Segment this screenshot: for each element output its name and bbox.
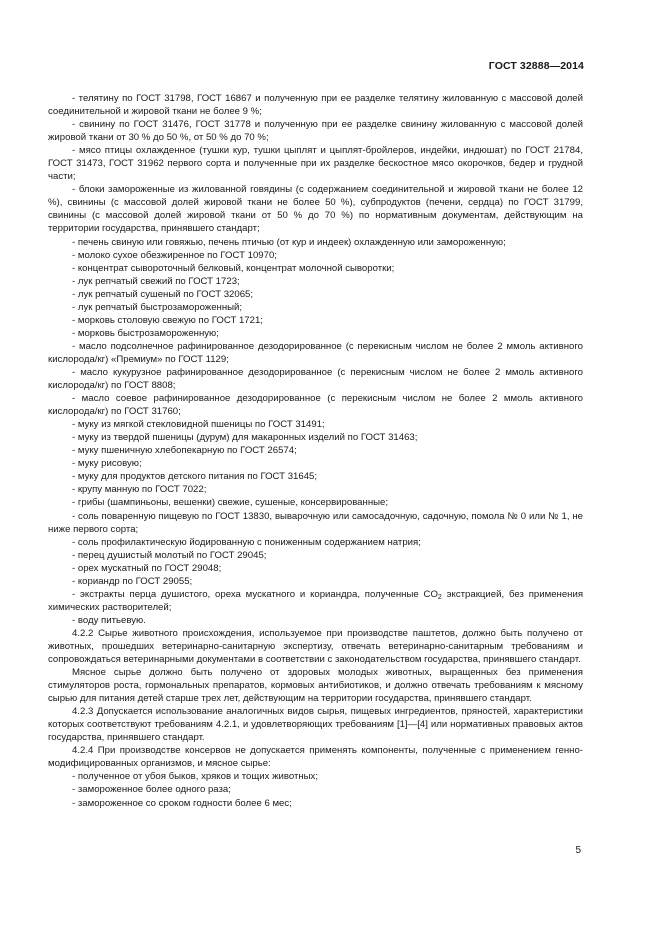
list-item: - лук репчатый сушеный по ГОСТ 32065; (72, 288, 254, 300)
list-item: - концентрат сывороточный белковый, концентрат молочной сыворотки; (72, 262, 395, 274)
list-item: - морковь быстрозамороженную; (72, 327, 219, 339)
list-item: - орех мускатный по ГОСТ 29048; (72, 562, 222, 574)
paragraph-4-2-2: 4.2.2 Сырье животного происхождения, используемое при производстве паштетов, должно быть получено от животных, прошедших ветеринарно-санитарную экспертизу, отвечать ветеринарно-санитарным требованиям и сопровождаться ветеринарными документами в соответствии с законодательством государства, принявшего стандарт. (48, 627, 583, 666)
page-number: 5 (575, 845, 581, 856)
list-item: - замороженное более одного раза; (72, 784, 231, 796)
co2-text-before: - экстракты перца душистого, ореха мускатного и кориандра, полученные CO (72, 588, 438, 600)
list-item: - перец душистый молотый по ГОСТ 29045; (72, 549, 267, 561)
list-item: - воду питьевую. (72, 614, 146, 626)
list-item: - морковь столовую свежую по ГОСТ 1721; (72, 314, 263, 326)
list-item: - молоко сухое обезжиренное по ГОСТ 10970; (72, 249, 277, 261)
list-item: - замороженное со сроком годности более 6 мес; (72, 797, 292, 809)
list-item: - печень свиную или говяжью, печень птичью (от кур и индеек) охлажденную или замороженную; (72, 236, 506, 248)
document-body (48, 92, 583, 810)
list-item: - свинину по ГОСТ 31476, ГОСТ 31778 и полученную при ее разделке свинину жилованную с массовой долей жировой ткани от 30 % до 50 %, от 50 % до 70 %; (48, 119, 583, 144)
co2-subscript: 2 (437, 593, 442, 601)
list-item: - соль поваренную пищевую по ГОСТ 13830, выварочную или самосадочную, садочную, помола № 0 или № 1, не ниже первого сорта; (48, 510, 583, 535)
list-item: - полученное от убоя быков, хряков и тощих животных; (72, 771, 319, 783)
list-item: - муку рисовую; (72, 458, 142, 470)
paragraph-4-2-4: 4.2.4 При производстве консервов не допускается применять компоненты, полученные с применением генно-модифицированных организмов, и мясное сырье: (48, 745, 583, 770)
list-item-co2-extracts (48, 588, 583, 614)
co2-text-after: экстракцией, без применения химических растворителей; (48, 588, 584, 613)
list-item: - крупу манную по ГОСТ 7022; (72, 484, 207, 496)
document-code: ГОСТ 32888—2014 (488, 60, 584, 72)
list-item: - муку из мягкой стекловидной пшеницы по ГОСТ 31491; (72, 419, 325, 431)
list-item: - масло подсолнечное рафинированное дезодорированное (с перекисным числом не более 2 ммоль активного кислорода/кг) «Премиум» по ГОСТ 1129; (48, 340, 583, 365)
list-item: - соль профилактическую йодированную с пониженным содержанием натрия; (72, 536, 421, 548)
list-item: - муку для продуктов детского питания по ГОСТ 31645; (72, 471, 318, 483)
list-item: - масло кукурузное рафинированное дезодорированное (с перекисным числом не более 2 ммоль активного кислорода/кг) по ГОСТ 8808; (48, 366, 583, 392)
paragraph-4-2-3: 4.2.3 Допускается использование аналогичных видов сырья, пищевых ингредиентов, пряностей, характеристики которых соответствуют требованиям 4.2.1, и удовлетворяющих требованиям [1]—[4] или нормативных правовых актов государства, принявшего стандарт. (48, 706, 583, 744)
list-item: - грибы (шампиньоны, вешенки) свежие, сушеные, консервированные; (72, 497, 389, 509)
list-item: - муку пшеничную хлебопекарную по ГОСТ 26574; (72, 445, 297, 457)
list-item: - масло соевое рафинированное дезодорированное (с перекисным числом не более 2 ммоль активного кислорода/кг) по ГОСТ 31760; (48, 393, 583, 418)
list-item: - кориандр по ГОСТ 29055; (72, 575, 193, 587)
list-item: - лук репчатый свежий по ГОСТ 1723; (72, 275, 240, 287)
list-item: - мясо птицы охлажденное (тушки кур, тушки цыплят и цыплят-бройлеров, индейки, индюшат) по ГОСТ 21784, ГОСТ 31473, ГОСТ 31962 первого сорта и полученные при их разделке бескостное мясо окорочков, бедер и грудной части; (48, 145, 583, 183)
paragraph-meat-raw: Мясное сырье должно быть получено от здоровых молодых животных, выращенных без применения стимуляторов роста, гормональных препаратов, кормовых антибиотиков, и должно отвечать требованиям к мясному сырью для питания детей старше трех лет, действующим на территории государства, принявшего стандарт. (48, 667, 583, 705)
list-item: - муку из твердой пшеницы (дурум) для макаронных изделий по ГОСТ 31463; (72, 432, 418, 444)
list-item: - блоки замороженные из жилованной говядины (с содержанием соединительной и жировой ткани не более 12 %), свинины (с массовой долей жировой ткани не более 50 %), субпродуктов (печени, сердца) по ГОСТ 31799, свинины (с массовой долей жировой ткани от 50 % до 70 %) по нормативным документам, действующим на территории государства, принявшего стандарт; (48, 184, 583, 235)
list-item: - телятину по ГОСТ 31798, ГОСТ 16867 и полученную при ее разделке телятину жилованную с массовой долей соединительной и жировой ткани не более 9 %; (48, 93, 583, 118)
list-item: - лук репчатый быстрозамороженный; (72, 301, 243, 313)
